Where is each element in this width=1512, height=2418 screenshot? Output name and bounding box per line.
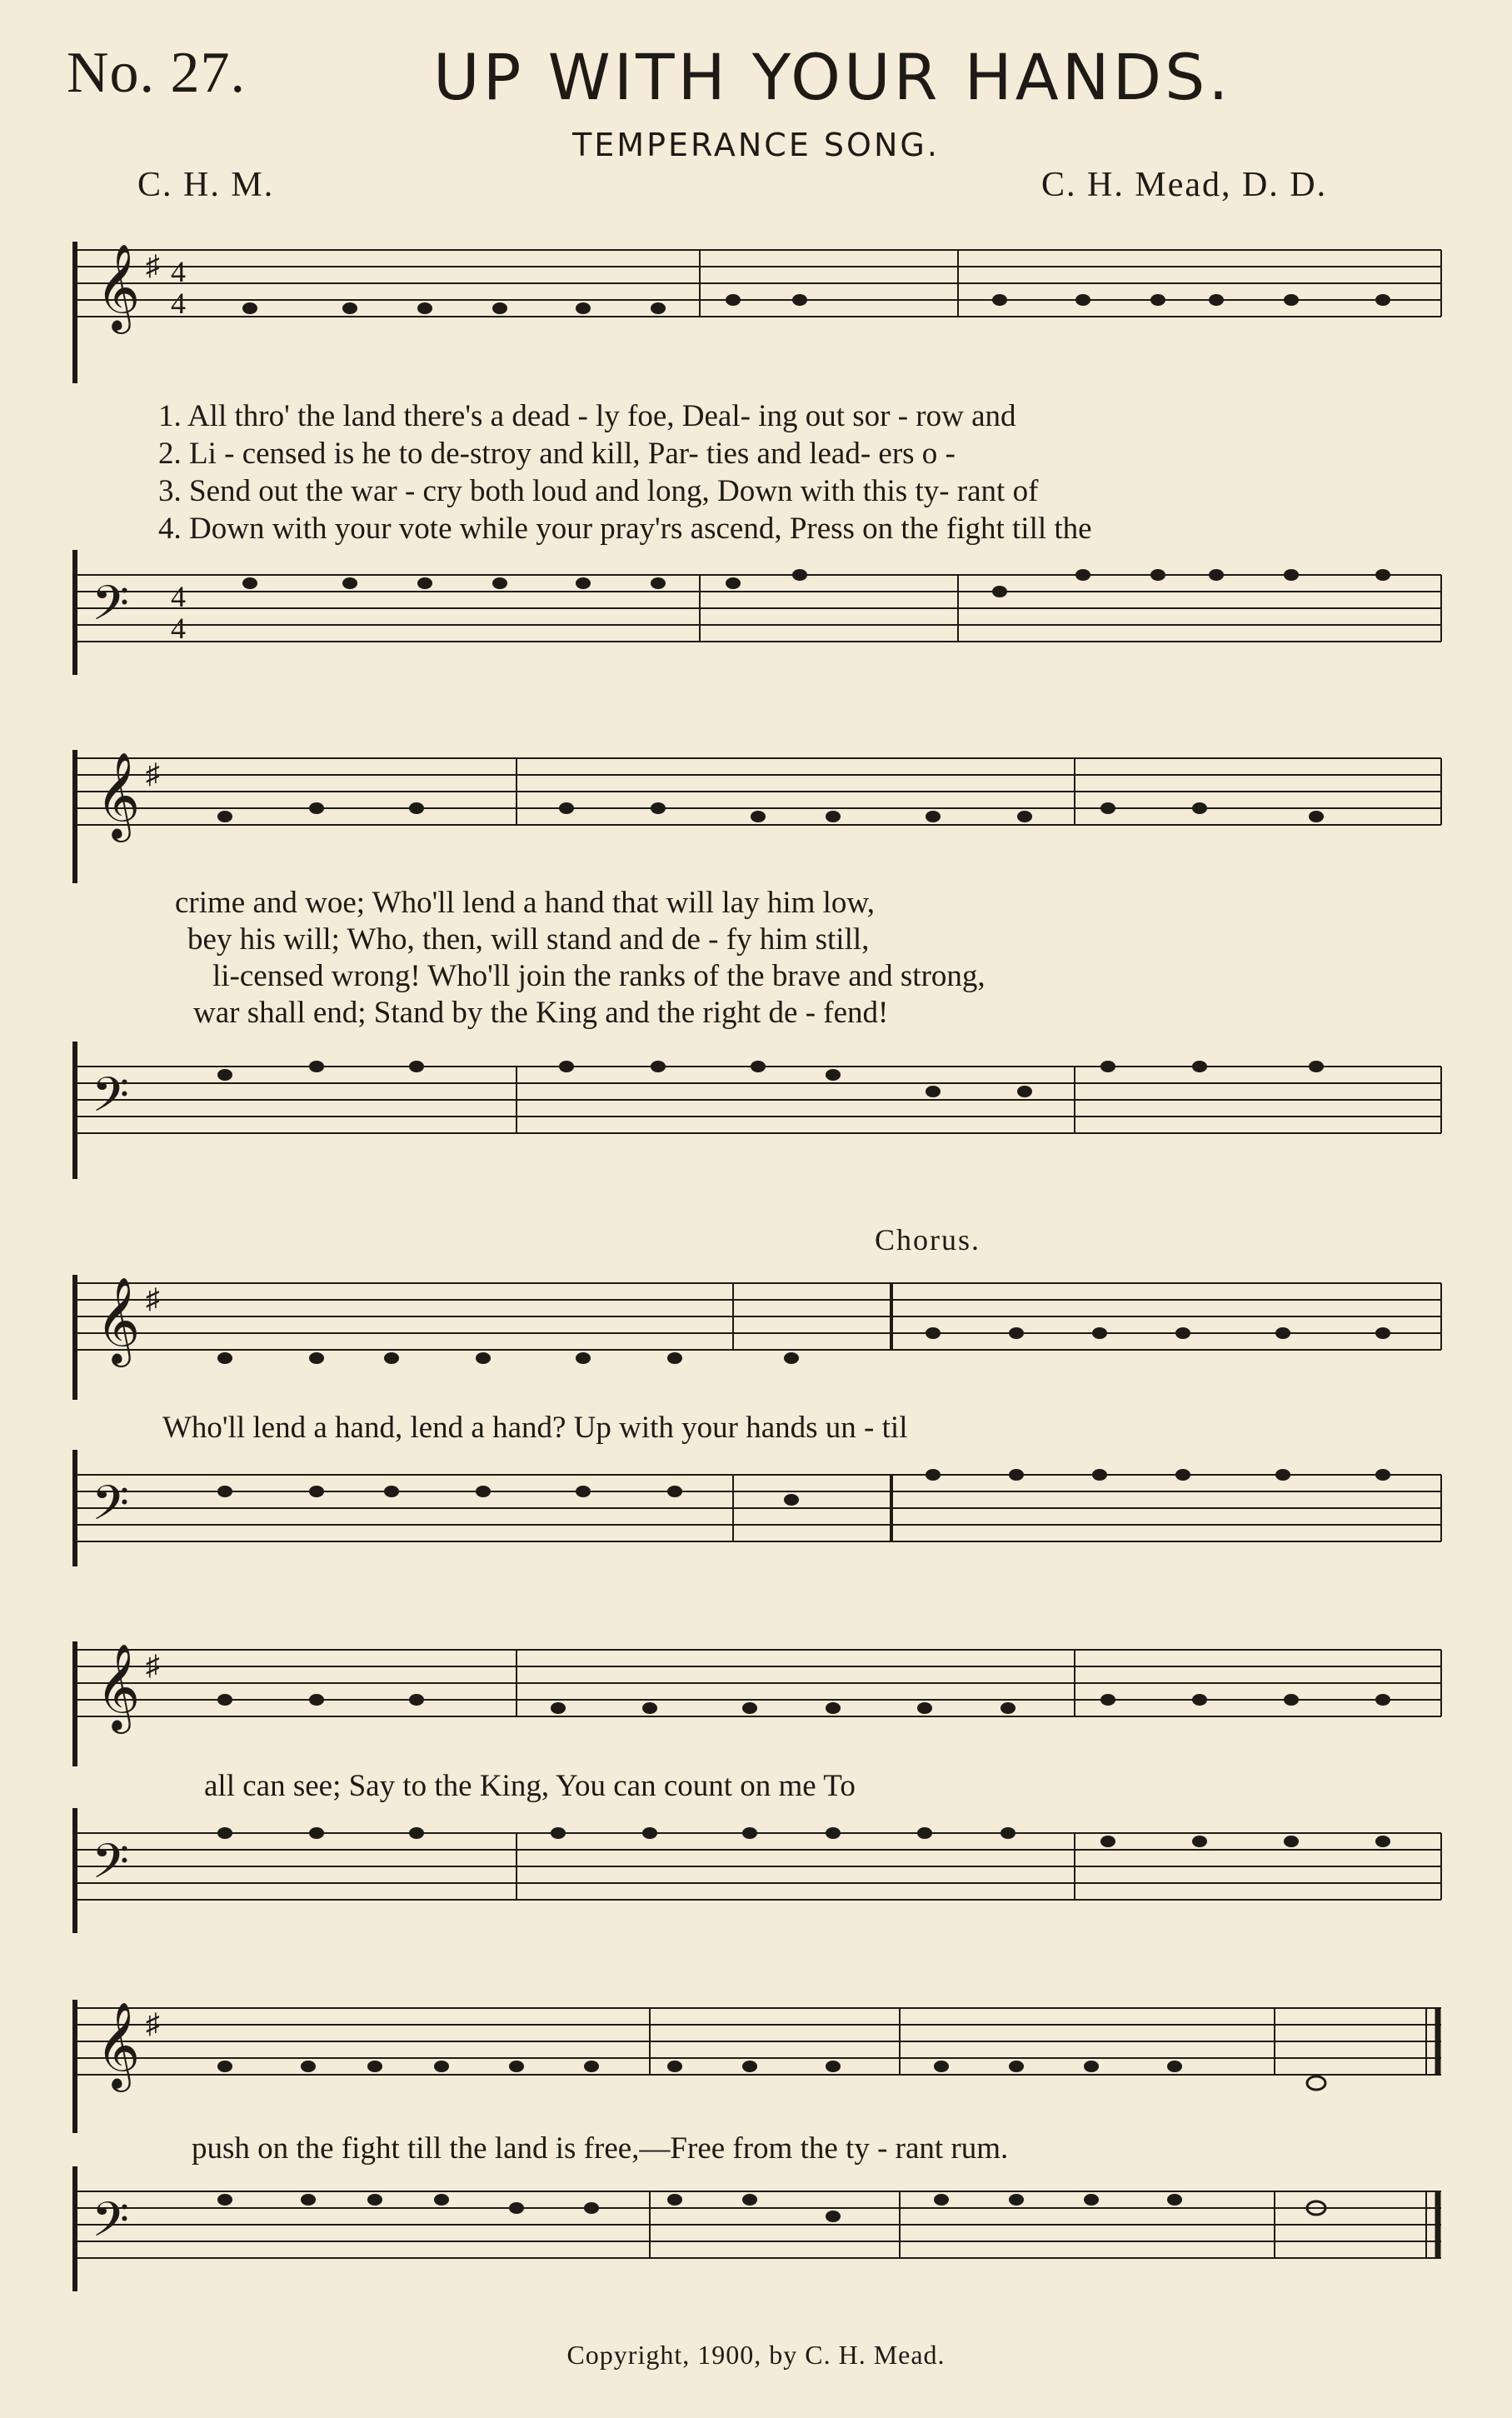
bass-clef-icon: 𝄢 — [92, 1478, 130, 1542]
song-subtitle: TEMPERANCE SONG. — [572, 127, 940, 163]
system-5-bass-staff — [67, 2166, 1450, 2316]
song-title: UP WITH YOUR HANDS. — [433, 40, 1232, 114]
svg-text:♯: ♯ — [146, 1651, 160, 1681]
svg-text:4: 4 — [171, 255, 186, 288]
svg-text:♯: ♯ — [146, 251, 160, 282]
treble-clef-icon: 𝄞 — [96, 2005, 141, 2087]
music-credit: C. H. Mead, D. D. — [1041, 166, 1328, 204]
system-4-bass-staff — [67, 1808, 1450, 1958]
treble-clef-icon: 𝄞 — [96, 1280, 141, 1362]
verse-4-line-2: war shall end; Stand by the King and the right de - fend! — [193, 996, 889, 1030]
system-3-bass-staff — [67, 1450, 1450, 1600]
treble-clef-icon: 𝄞 — [96, 1646, 141, 1729]
verse-1-line-1: 1. All thro' the land there's a dead - ly foe, Deal- ing out sor - row and — [158, 399, 1016, 433]
verse-3-line-1: 3. Send out the war - cry both loud and long, Down with this ty- rant of — [158, 474, 1039, 508]
svg-text:♯: ♯ — [146, 1284, 160, 1315]
chorus-line-2: all can see; Say to the King, You can count on me To — [204, 1769, 856, 1803]
words-credit: C. H. M. — [137, 166, 275, 204]
svg-text:4: 4 — [171, 612, 186, 645]
svg-text:4: 4 — [171, 580, 186, 613]
verse-2-line-2: bey his will; Who, then, will stand and de - fy him still, — [187, 922, 870, 957]
chorus-line-1: Who'll lend a hand, lend a hand? Up with your hands un - til — [162, 1411, 908, 1445]
chorus-label: Chorus. — [875, 1223, 981, 1256]
treble-clef-icon: 𝄞 — [96, 755, 141, 837]
system-3-treble-staff — [67, 1258, 1450, 1408]
verse-3-line-2: li-censed wrong! Who'll join the ranks of the brave and strong, — [212, 959, 986, 993]
system-5-treble-staff — [67, 1983, 1450, 2133]
bass-clef-icon: 𝄢 — [92, 578, 130, 642]
system-2-bass-staff — [67, 1042, 1450, 1192]
bass-clef-icon: 𝄢 — [92, 2195, 130, 2259]
svg-text:4: 4 — [171, 287, 186, 320]
svg-text:♯: ♯ — [146, 2009, 160, 2040]
verse-1-line-2: crime and woe; Who'll lend a hand that will lay him low, — [175, 886, 875, 920]
system-1-treble-staff — [67, 225, 1450, 392]
system-2-treble-staff — [67, 733, 1450, 883]
system-4-treble-staff — [67, 1625, 1450, 1766]
verse-2-line-1: 2. Li - censed is he to de-stroy and kill, Par- ties and lead- ers o - — [158, 437, 956, 471]
copyright-notice: Copyright, 1900, by C. H. Mead. — [566, 2340, 946, 2370]
bass-clef-icon: 𝄢 — [92, 1070, 130, 1134]
hymn-number: No. 27. — [67, 41, 247, 105]
treble-clef-icon: 𝄞 — [96, 243, 141, 331]
system-1-bass-staff — [67, 550, 1450, 700]
verse-4-line-1: 4. Down with your vote while your pray'rs ascend, Press on the fight till the — [158, 512, 1092, 546]
bass-clef-icon: 𝄢 — [92, 1836, 130, 1901]
svg-text:♯: ♯ — [146, 759, 160, 790]
chorus-line-3: push on the fight till the land is free,—Free from the ty - rant rum. — [192, 2131, 1009, 2166]
